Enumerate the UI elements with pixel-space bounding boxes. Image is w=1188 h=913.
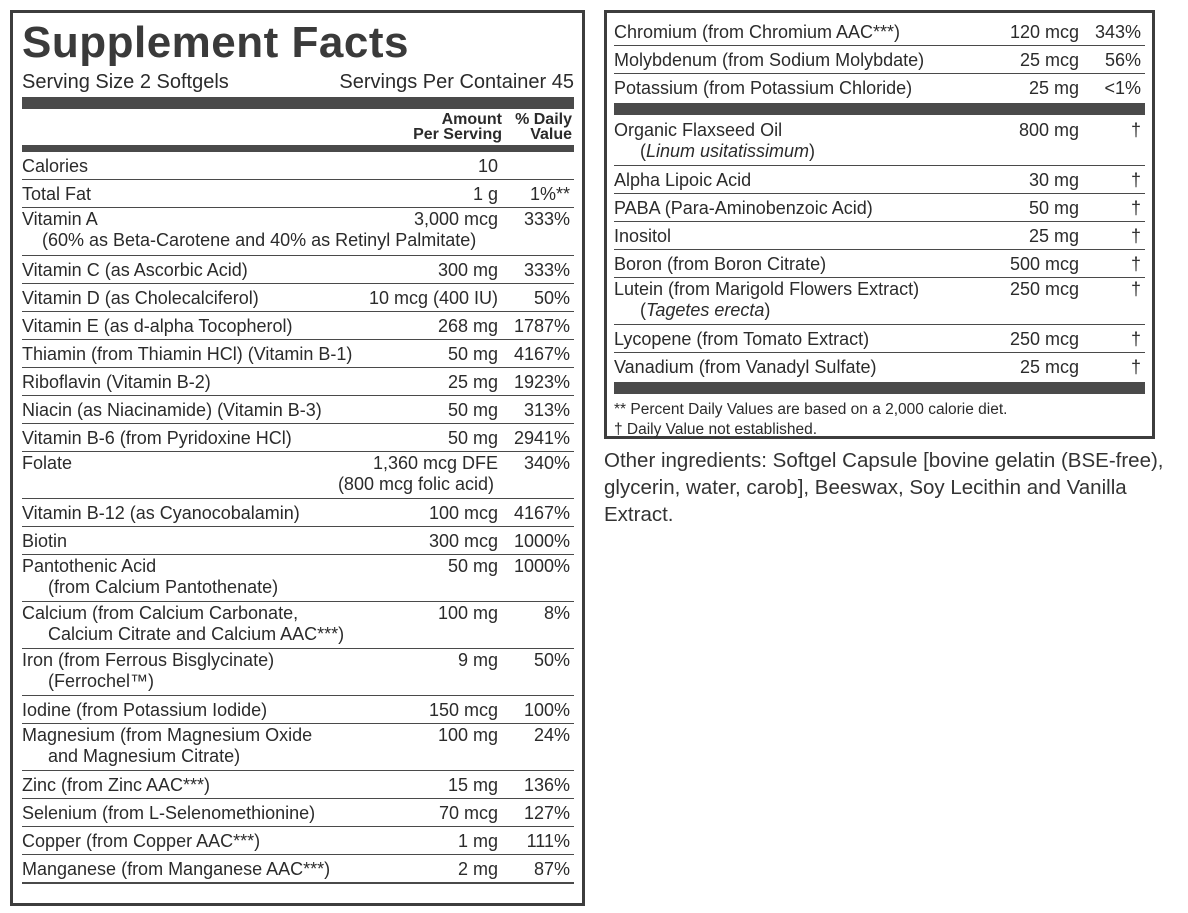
amount-header: Amount Per Serving xyxy=(413,111,502,143)
table-row: Calories 10 xyxy=(22,152,574,180)
column-header xyxy=(22,109,574,145)
table-row: Biotin 300 mcg 1000% xyxy=(22,527,574,555)
table-row: Iodine (from Potassium Iodide) 150 mcg 100% xyxy=(22,696,574,724)
table-row: Vitamin C (as Ascorbic Acid) 300 mg 333% xyxy=(22,256,574,284)
table-row: Vitamin E (as d-alpha Tocopherol) 268 mg 1787% xyxy=(22,312,574,340)
table-row: Organic Flaxseed Oil 800 mg † (Linum usitatissimum) xyxy=(614,115,1145,166)
thick-divider xyxy=(22,97,574,109)
table-row: Total Fat 1 g 1%** xyxy=(22,180,574,208)
nutrient-table xyxy=(22,152,574,884)
table-row: Riboflavin (Vitamin B-2) 25 mg 1923% xyxy=(22,368,574,396)
table-row: Niacin (as Niacinamide) (Vitamin B-3) 50 mg 313% xyxy=(22,396,574,424)
table-row: Zinc (from Zinc AAC***) 15 mg 136% xyxy=(22,771,574,799)
table-row: Vitamin A 3,000 mcg 333% (60% as Beta-Carotene and 40% as Retinyl Palmitate) xyxy=(22,208,574,256)
dagger-footnote: † Daily Value not established. xyxy=(614,421,818,438)
table-row: Boron (from Boron Citrate) 500 mcg † xyxy=(614,250,1145,278)
table-row: Vitamin B-6 (from Pyridoxine HCl) 50 mg 2941% xyxy=(22,424,574,452)
table-row: Vanadium (from Vanadyl Sulfate) 25 mcg † xyxy=(614,357,1141,377)
table-row: Chromium (from Chromium AAC***) 120 mcg 343% xyxy=(614,18,1145,46)
footnotes xyxy=(614,394,1145,440)
table-row: Alpha Lipoic Acid 30 mg † xyxy=(614,166,1145,194)
percent-dv-footnote: ** Percent Daily Values are based on a 2,000 calorie diet. xyxy=(614,401,1008,418)
table-row: Calcium (from Calcium Carbonate, 100 mg 8% Calcium Citrate and Calcium AAC***) xyxy=(22,602,574,649)
daily-value-header: % Daily Value xyxy=(515,111,572,143)
table-row: Lycopene (from Tomato Extract) 250 mcg † xyxy=(614,325,1145,353)
thick-divider xyxy=(614,103,1145,115)
table-row: Iron (from Ferrous Bisglycinate) 9 mg 50% (Ferrochel™) xyxy=(22,649,574,696)
table-row: Manganese (from Manganese AAC***) 2 mg 87% xyxy=(22,855,574,884)
supplement-facts-continued-panel xyxy=(604,10,1155,439)
table-row: Potassium (from Potassium Chloride) 25 mg <1% xyxy=(614,78,1141,98)
servings-per-container: Servings Per Container 45 xyxy=(339,71,574,93)
serving-size: Serving Size 2 Softgels xyxy=(22,71,229,93)
table-row: Molybdenum (from Sodium Molybdate) 25 mcg 56% xyxy=(614,46,1145,74)
header-divider xyxy=(22,145,574,152)
serving-info xyxy=(22,69,574,95)
table-row: Inositol 25 mg † xyxy=(614,222,1145,250)
table-row: Copper (from Copper AAC***) 1 mg 111% xyxy=(22,827,574,855)
table-row: Magnesium (from Magnesium Oxide 100 mg 24% and Magnesium Citrate) xyxy=(22,724,574,771)
table-row: PABA (Para-Aminobenzoic Acid) 50 mg † xyxy=(614,194,1145,222)
panel-title: Supplement Facts xyxy=(22,18,409,67)
table-row: Selenium (from L-Selenomethionine) 70 mcg 127% xyxy=(22,799,574,827)
table-row: Folate 1,360 mcg DFE 340% (800 mcg folic acid) xyxy=(22,452,574,499)
other-ingredients: Other ingredients: Softgel Capsule [bovine gelatin (BSE-free), glycerin, water, carob], Beeswax, Soy Lecithin and Vanilla Extract. xyxy=(604,449,1164,526)
table-row: Vitamin D (as Cholecalciferol) 10 mcg (400 IU) 50% xyxy=(22,284,574,312)
table-row: Vitamin B-12 (as Cyanocobalamin) 100 mcg 4167% xyxy=(22,499,574,527)
thick-divider xyxy=(614,382,1145,394)
supplement-facts-panel xyxy=(10,10,585,906)
table-row: Pantothenic Acid 50 mg 1000% (from Calcium Pantothenate) xyxy=(22,555,574,602)
table-row: Lutein (from Marigold Flowers Extract) 250 mcg † (Tagetes erecta) xyxy=(614,278,1145,325)
table-row: Thiamin (from Thiamin HCl) (Vitamin B-1) 50 mg 4167% xyxy=(22,340,574,368)
